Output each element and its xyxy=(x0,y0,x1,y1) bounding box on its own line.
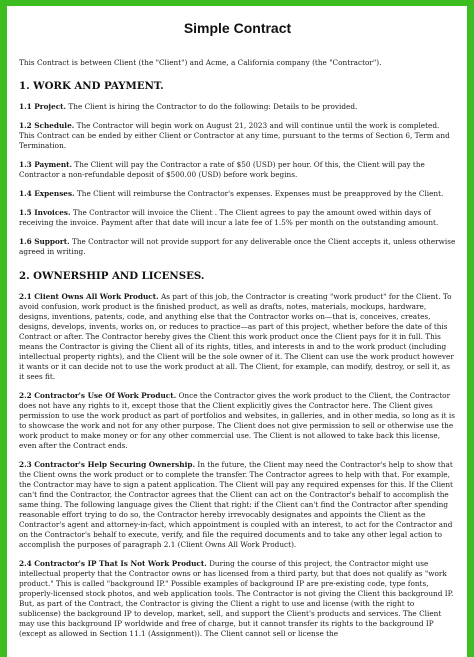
contract-page xyxy=(7,6,467,657)
clause-text: In the future, the Client may need the Contractor's help to show that the Client owns the work product or to complete the transfer. The Contractor agrees to help with that. For example, the Contractor may have to sign a patent application. The Client will pay any required expenses for this. If the Client can't find the Contractor, the Contractor agrees that the Client can act on the Contractor's behalf to accomplish the same thing. The following language gives the Client that right: if the Client can't find the Contractor after spending reasonable effort trying to do so, the Contractor hereby irrevocably designates and appoints the Client as the Contractor's agent and attorney-in-fact, which appointment is coupled with an interest, to act for the Contractor and on the Contractor's behalf to execute, verify, and file the required documents and to take any other legal action to accomplish the purposes of paragraph 2.1 (Client Owns All Work Product). xyxy=(19,460,453,549)
clause-text: The Client will pay the Contractor a rate of $50 (USD) per hour. Of this, the Client will pay the Contractor a non-refundable deposit of $500.00 (USD) before work begins. xyxy=(19,160,425,179)
clause-lead: 1.3 Payment. xyxy=(19,160,73,169)
clause-lead: 1.1 Project. xyxy=(19,102,67,111)
clause-text: The Contractor will not provide support for any deliverable once the Client accepts it, unless otherwise agreed in writing. xyxy=(19,237,456,256)
clause-1-3 xyxy=(19,160,456,180)
clause-text: The Client is hiring the Contractor to do the following: Details to be provided. xyxy=(66,102,358,111)
clause-text: As part of this job, the Contractor is creating "work product" for the Client. To avoid confusion, work product is the finished product, as well as drafts, notes, materials, mockups, hardware, designs, inventions, patents, code, and anything else that the Contractor works on—that is, conceives, creates, designs, develops, invents, works on, or reduces to practice—as part of this project, whether before the date of this Contract or after. The Contractor hereby gives the Client this work product once the Client pays for it in full. This means the Contractor is giving the Client all of its rights, titles, and interests in and to the work product (including intellectual property rights), and the Client will be the sole owner of it. The Client can use the work product however it wants or it can decide not to use the work product at all. The Client, for example, can modify, destroy, or sell it, as it sees fit. xyxy=(19,292,454,381)
clause-text: The Client will reimburse the Contractor's expenses. Expenses must be preapproved by the Client. xyxy=(74,189,444,198)
clause-text: The Contractor will begin work on August 21, 2023 and will continue until the work is completed. This Contract can be ended by either Client or Contractor at any time, pursuant to the terms of Section 6, Term and Termination. xyxy=(19,121,450,150)
clause-lead: 1.2 Schedule. xyxy=(19,121,75,130)
clause-1-2 xyxy=(19,121,456,151)
clause-lead: 2.4 Contractor's IP That Is Not Work Product. xyxy=(19,559,207,568)
section-ownership-licenses xyxy=(19,270,456,639)
clause-text: During the course of this project, the Contractor might use intellectual property that the Contractor owns or has licensed from a third party, but that does not qualify as "work product." This is called "background IP." Possible examples of background IP are pre-existing code, type fonts, properly-licensed stock photos, and web application tools. The Contractor is not giving the Client this background IP. But, as part of the Contract, the Contractor is giving the Client a right to use and license (with the right to sublicense) the background IP to develop, market, sell, and support the Client's products and services. The Client may use this background IP worldwide and free of charge, but it cannot transfer its rights to the background IP (except as allowed in Section 11.1 (Assignment)). The Client cannot sell or license the xyxy=(19,559,454,638)
clause-2-3 xyxy=(19,460,456,550)
document-title: Simple Contract xyxy=(183,20,292,36)
clause-2-2 xyxy=(19,391,456,451)
clause-lead: 2.2 Contractor's Use Of Work Product. xyxy=(19,391,177,400)
clause-2-1 xyxy=(19,292,456,382)
clause-1-5 xyxy=(19,208,456,228)
section-heading: 1. WORK AND PAYMENT. xyxy=(19,80,164,92)
clause-1-1 xyxy=(19,102,456,112)
clause-lead: 1.5 Invoices. xyxy=(19,208,71,217)
clause-lead: 1.6 Support. xyxy=(19,237,70,246)
clause-text: The Contractor will invoice the Client . The Client agrees to pay the amount owed within days of receiving the invoice. Payment after that date will incur a late fee of 1.5% per month on the outstanding amount. xyxy=(19,208,439,227)
clause-1-6 xyxy=(19,237,456,257)
section-heading: 2. OWNERSHIP AND LICENSES. xyxy=(19,270,205,282)
clause-lead: 1.4 Expenses. xyxy=(19,189,75,198)
clause-2-4 xyxy=(19,559,456,639)
clause-lead: 2.3 Contractor's Help Securing Ownership. xyxy=(19,460,195,469)
clause-lead: 2.1 Client Owns All Work Product. xyxy=(19,292,159,301)
intro-paragraph: This Contract is between Client (the "Client") and Acme, a California company (the "Contractor"). xyxy=(19,58,382,67)
clause-text: Once the Contractor gives the work product to the Client, the Contractor does not have any rights to it, except those that the Client explicitly gives the Contractor here. The Client gives permission to use the work product as part of portfolios and websites, in galleries, and in other media, so long as it is to showcase the work and not for any other purpose. The Client does not give permission to sell or otherwise use the work product to make money or for any other commercial use. The Client is not allowed to take back this license, even after the Contract ends. xyxy=(19,391,455,450)
section-work-payment xyxy=(19,80,456,257)
clause-1-4 xyxy=(19,189,456,199)
